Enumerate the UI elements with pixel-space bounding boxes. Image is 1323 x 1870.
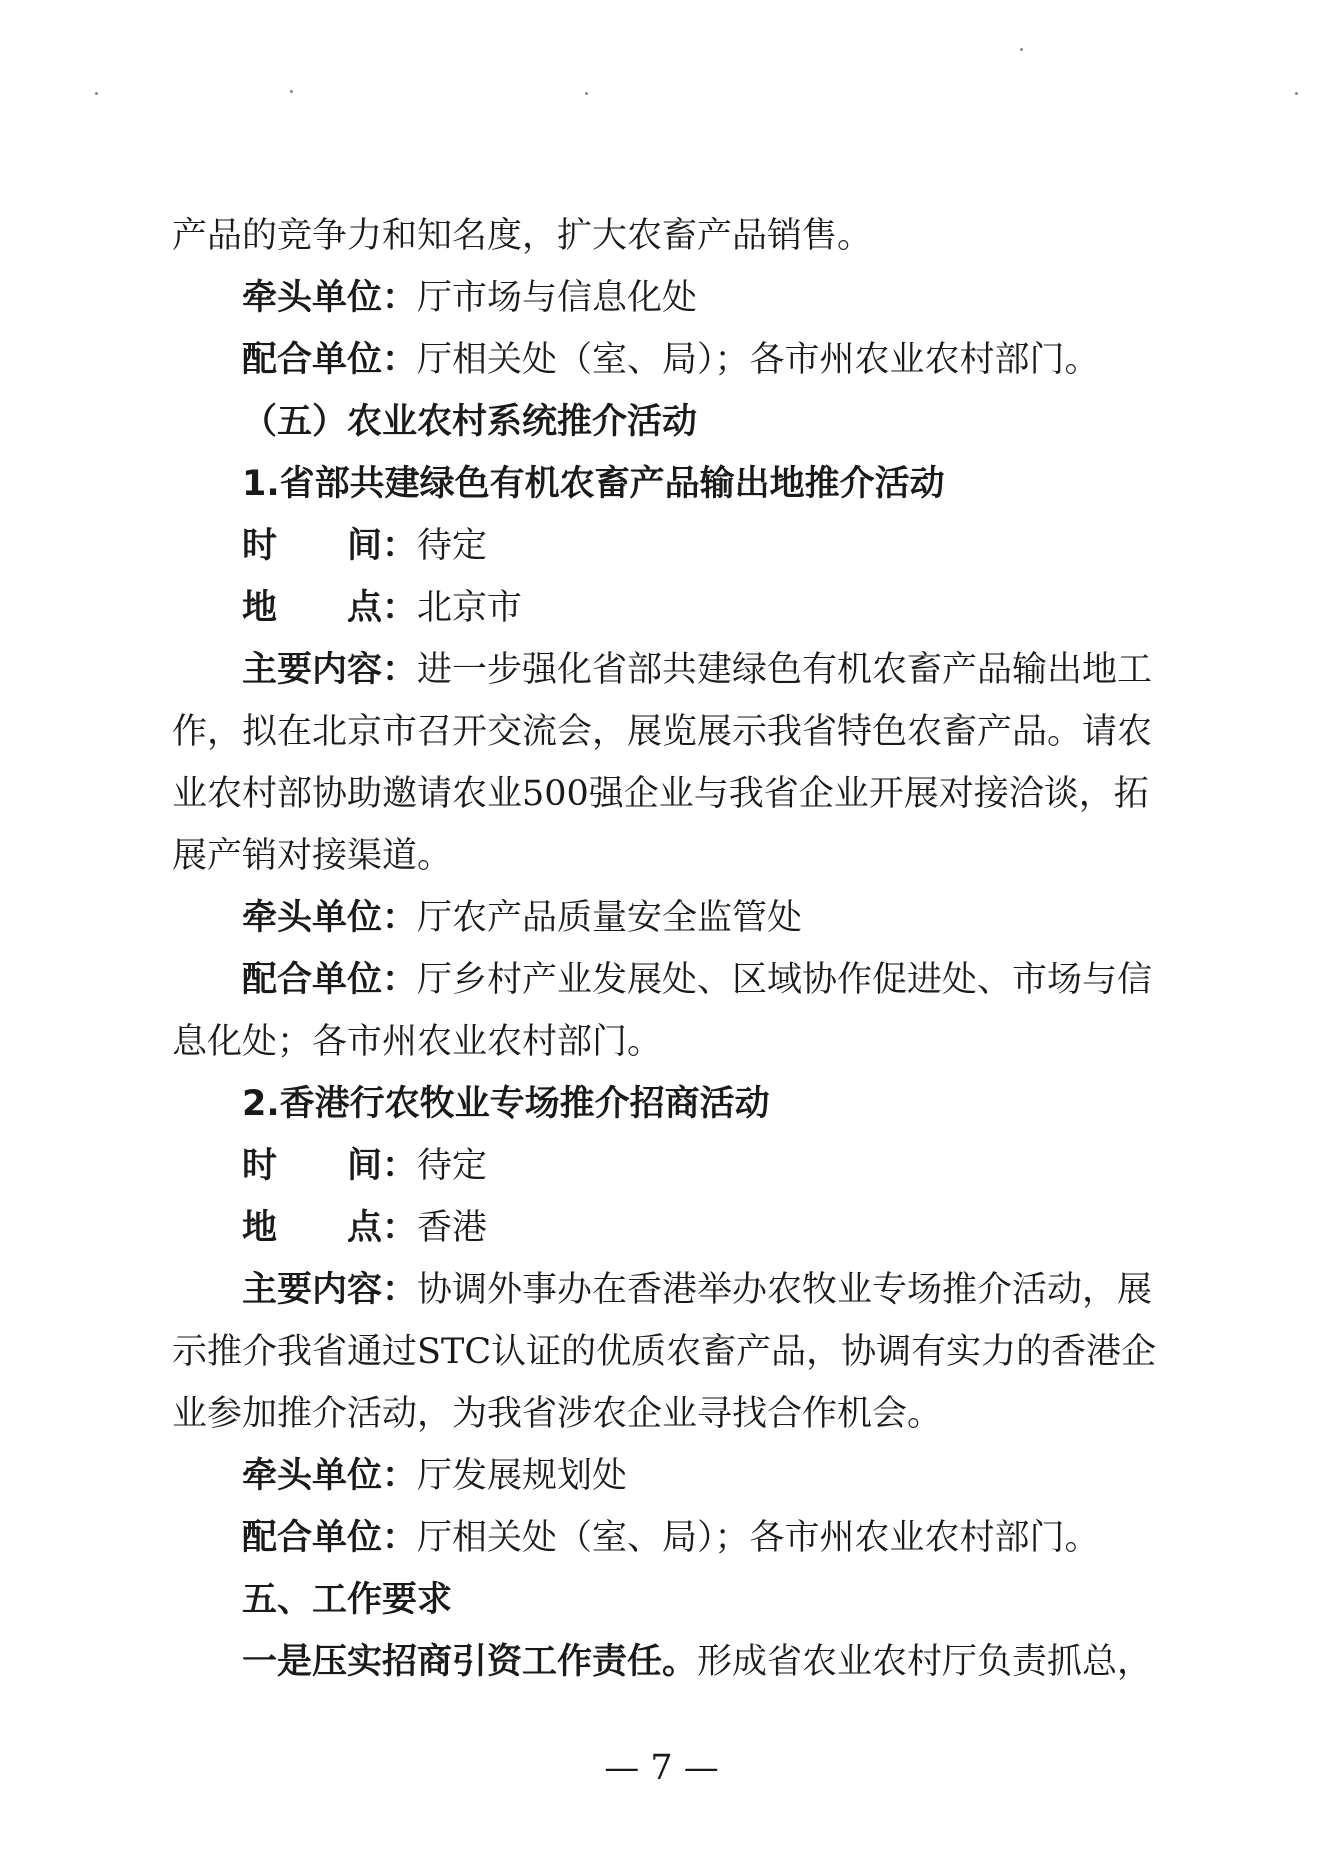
coop-unit-label: 配合单位：: [242, 960, 418, 1000]
time-label: 时 间：: [242, 526, 418, 566]
scan-dot: [290, 90, 293, 93]
place-line: [172, 1197, 1177, 1259]
lead-unit-label: 牵头单位：: [242, 898, 418, 938]
lead-unit-line: [172, 887, 1177, 949]
content-label: 主要内容：: [242, 1270, 418, 1310]
place-label: 地 点：: [242, 1208, 418, 1248]
lead-unit-value: 厅农产品质量安全监管处: [417, 898, 803, 938]
place-label: 地 点：: [242, 588, 418, 628]
part-heading: 五、工作要求: [242, 1580, 453, 1620]
time-line: [172, 1135, 1177, 1197]
content-value: 进一步强化省部共建绿色有机农畜产品输出地工作，拟在北京市召开交流会，展览展示我省特色农畜产品。请农业农村部协助邀请农业500强企业与我省企业开展对接洽谈，拓展产销对接渠道。: [172, 650, 1153, 876]
document-body: [172, 205, 1177, 1693]
lead-unit-line: [172, 267, 1177, 329]
lead-unit-label: 牵头单位：: [242, 1456, 418, 1496]
scan-dot: [1295, 92, 1298, 95]
coop-unit-line: [172, 1507, 1177, 1569]
requirement-label: 一是压实招商引资工作责任。: [242, 1642, 698, 1682]
page-number: — 7 —: [604, 1748, 719, 1788]
coop-unit-paragraph: [172, 949, 1177, 1073]
lead-unit-line: [172, 1445, 1177, 1507]
item-heading: 2.香港行农牧业专场推介招商活动: [242, 1084, 770, 1124]
scan-dot: [95, 92, 98, 95]
requirement-paragraph: [172, 1631, 1177, 1693]
content-paragraph: [172, 1259, 1177, 1445]
section-heading: （五）农业农村系统推介活动: [242, 402, 698, 442]
lead-unit-value: 厅市场与信息化处: [417, 278, 698, 318]
lead-unit-label: 牵头单位：: [242, 278, 418, 318]
item-heading: 1.省部共建绿色有机农畜产品输出地推介活动: [242, 464, 945, 504]
coop-unit-value: 厅乡村产业发展处、区域协作促进处、市场与信息化处；各市州农业农村部门。: [172, 960, 1153, 1062]
coop-unit-value: 厅相关处（室、局）；各市州农业农村部门。: [417, 1518, 1100, 1558]
content-label: 主要内容：: [242, 650, 418, 690]
time-value: 待定: [417, 526, 488, 566]
requirement-value: 形成省农业农村厅负责抓总，: [697, 1642, 1153, 1682]
time-line: [172, 515, 1177, 577]
coop-unit-label: 配合单位：: [242, 1518, 418, 1558]
time-value: 待定: [417, 1146, 488, 1186]
place-value: 北京市: [417, 588, 523, 628]
coop-unit-label: 配合单位：: [242, 340, 418, 380]
scan-dot: [585, 92, 588, 95]
content-paragraph: [172, 639, 1177, 887]
coop-unit-line: [172, 329, 1177, 391]
paragraph-continuation: 产品的竞争力和知名度，扩大农畜产品销售。: [172, 216, 873, 256]
place-line: [172, 577, 1177, 639]
lead-unit-value: 厅发展规划处: [417, 1456, 628, 1496]
content-value: 协调外事办在香港举办农牧业专场推介活动，展示推介我省通过STC认证的优质农畜产品，协调有实力的香港企业参加推介活动，为我省涉农企业寻找合作机会。: [172, 1270, 1157, 1434]
time-label: 时 间：: [242, 1146, 418, 1186]
place-value: 香港: [417, 1208, 488, 1248]
coop-unit-value: 厅相关处（室、局）；各市州农业农村部门。: [417, 340, 1100, 380]
scan-dot: [1020, 48, 1023, 51]
